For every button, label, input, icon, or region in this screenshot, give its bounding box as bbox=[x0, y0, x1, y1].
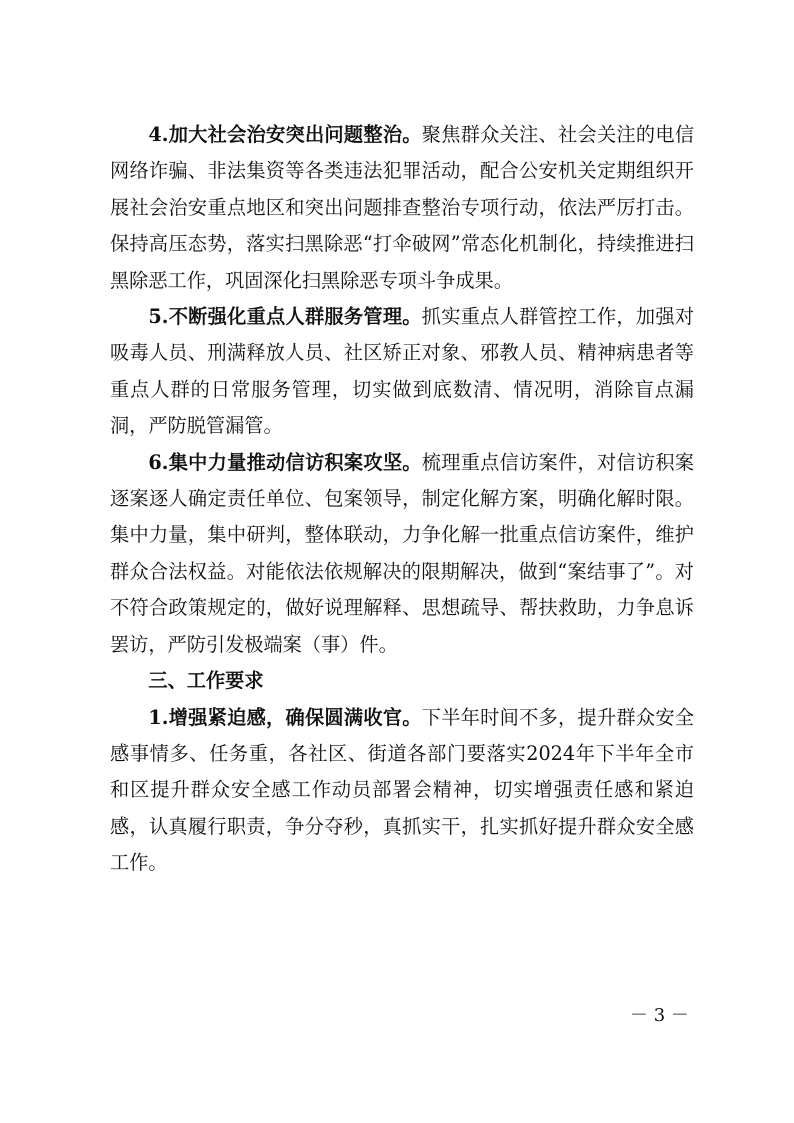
paragraph-text: 抓实重点人群管控工作，加强对吸毒人员、刑满释放人员、社区矫正对象、邪教人员、精神病患者等重点人群的日常服务管理，切实做到底数清、情况明，消除盲点漏洞，严防脱管漏管。 bbox=[110, 305, 695, 438]
paragraph-lead: 5.不断强化重点人群服务管理。 bbox=[148, 305, 422, 329]
paragraph-item-5 bbox=[110, 299, 694, 445]
paragraph-lead: 6.集中力量推动信访积案攻坚。 bbox=[148, 450, 422, 474]
paragraph-item-6 bbox=[110, 445, 694, 663]
document-body bbox=[110, 117, 694, 882]
requirement-item-1 bbox=[110, 700, 694, 882]
paragraph-text: 聚焦群众关注、社会关注的电信网络诈骗、非法集资等各类违法犯罪活动，配合公安机关定期组织开展社会治安重点地区和突出问题排查整治专项行动，依法严厉打击。保持高压态势，落实扫黑除恶“打伞破网”常态化机制化，持续推进扫黑除恶工作，巩固深化扫黑除恶专项斗争成果。 bbox=[110, 123, 695, 292]
paragraph-item-4 bbox=[110, 117, 694, 299]
paragraph-lead: 4.加大社会治安突出问题整治。 bbox=[148, 123, 422, 146]
paragraph-lead: 1.增强紧迫感，确保圆满收官。 bbox=[148, 705, 422, 729]
paragraph-text: 下半年时间不多，提升群众安全感事情多、任务重，各社区、街道各部门要落实2024年下半年全市和区提升群众安全感工作动员部署会精神，切实增强责任感和紧迫感，认真履行职责，争分夺秒，真抓实干，扎实抓好提升群众安全感工作。 bbox=[110, 705, 695, 875]
page-number: － 3 － bbox=[630, 1005, 689, 1026]
paragraph-text: 梳理重点信访案件，对信访积案逐案逐人确定责任单位、包案领导，制定化解方案，明确化解时限。集中力量，集中研判，整体联动，力争化解一批重点信访案件，维护群众合法权益。对能依法依规解决的限期解决，做到“案结事了”。对不符合政策规定的，做好说理解释、思想疏导、帮扶救助，力争息诉罢访，严防引发极端案（事）件。 bbox=[110, 450, 695, 656]
section-heading: 三、工作要求 bbox=[148, 669, 264, 693]
